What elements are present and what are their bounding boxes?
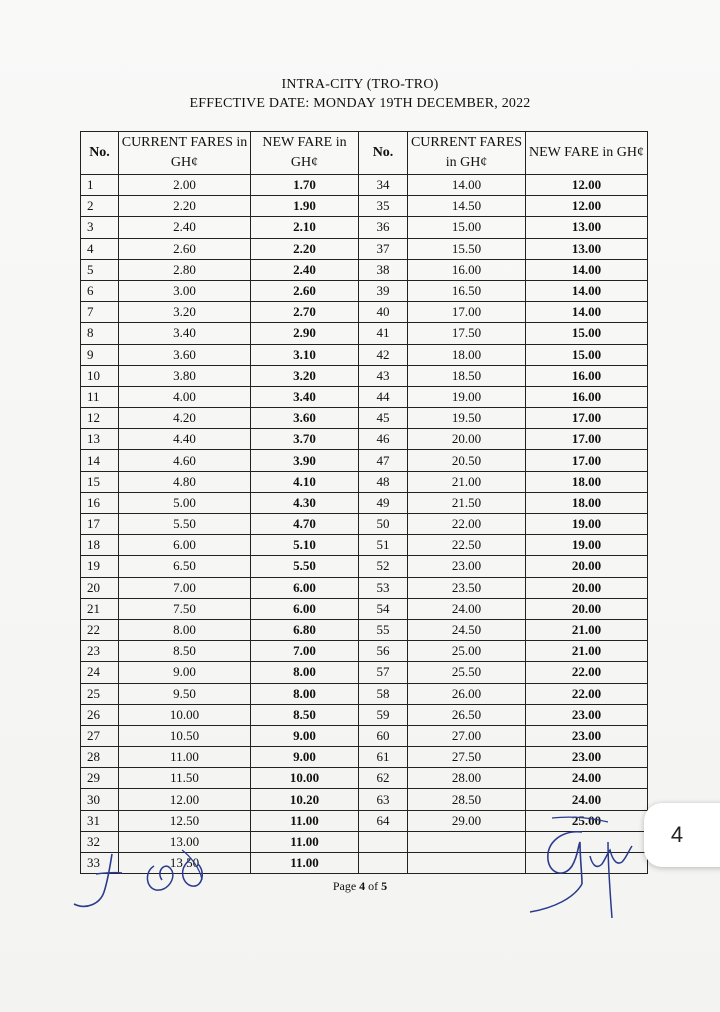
cell-current-fare: 29.00: [408, 810, 526, 831]
cell-new-fare: 17.00: [526, 450, 648, 471]
cell-current-fare: 11.50: [119, 768, 251, 789]
table-row: [81, 259, 648, 280]
cell-current-fare: 15.50: [408, 238, 526, 259]
cell-row-number: 30: [81, 789, 119, 810]
cell-new-fare: 8.00: [251, 683, 359, 704]
cell-row-number: 48: [359, 471, 408, 492]
table-row: [81, 386, 648, 407]
cell-new-fare: 11.00: [251, 853, 359, 874]
cell-current-fare: 16.00: [408, 259, 526, 280]
cell-row-number: 5: [81, 259, 119, 280]
effective-date: EFFECTIVE DATE: MONDAY 19TH DECEMBER, 2022: [189, 96, 531, 111]
cell-new-fare: 2.40: [251, 259, 359, 280]
cell-row-number: 59: [359, 704, 408, 725]
cell-row-number: 7: [81, 302, 119, 323]
cell-new-fare: 22.00: [526, 662, 648, 683]
cell-row-number: 15: [81, 471, 119, 492]
cell-row-number: 16: [81, 492, 119, 513]
table-row: [81, 535, 648, 556]
cell-new-fare: 21.00: [526, 641, 648, 662]
table-row: [81, 238, 648, 259]
cell-row-number: 19: [81, 556, 119, 577]
footer-prefix: Page: [332, 879, 360, 893]
cell-row-number: 62: [359, 768, 408, 789]
cell-row-number: 47: [359, 450, 408, 471]
cell-new-fare: 3.90: [251, 450, 359, 471]
cell-current-fare: 3.00: [119, 280, 251, 301]
cell-new-fare: 16.00: [526, 386, 648, 407]
cell-new-fare: 10.20: [251, 789, 359, 810]
cell-current-fare: 15.00: [408, 217, 526, 238]
table-row: [81, 810, 648, 831]
cell-new-fare: 1.70: [251, 175, 359, 196]
cell-row-number: 11: [81, 386, 119, 407]
cell-current-fare: 7.50: [119, 598, 251, 619]
table-row: [81, 429, 648, 450]
cell-new-fare: 22.00: [526, 683, 648, 704]
table-row: [81, 514, 648, 535]
table-row: [81, 217, 648, 238]
cell-row-number: 28: [81, 747, 119, 768]
cell-current-fare: 2.00: [119, 175, 251, 196]
cell-current-fare: 2.60: [119, 238, 251, 259]
cell-current-fare: 5.00: [119, 492, 251, 513]
cell-row-number: 38: [359, 259, 408, 280]
cell-row-number: 21: [81, 598, 119, 619]
cell-current-fare: 6.00: [119, 535, 251, 556]
cell-row-number: 34: [359, 175, 408, 196]
table-row: [81, 450, 648, 471]
cell-row-number: 35: [359, 196, 408, 217]
table-row: [81, 704, 648, 725]
cell-row-number: 44: [359, 386, 408, 407]
cell-new-fare: 17.00: [526, 408, 648, 429]
cell-new-fare: 6.00: [251, 577, 359, 598]
cell-new-fare: 2.90: [251, 323, 359, 344]
table-row: [81, 598, 648, 619]
cell-current-fare: 4.40: [119, 429, 251, 450]
cell-new-fare: 12.00: [526, 175, 648, 196]
table-row: [81, 556, 648, 577]
table-row: [81, 471, 648, 492]
cell-new-fare: 3.10: [251, 344, 359, 365]
cell-row-number: 52: [359, 556, 408, 577]
table-row: [81, 323, 648, 344]
cell-new-fare: 18.00: [526, 471, 648, 492]
cell-current-fare: 18.00: [408, 344, 526, 365]
cell-row-number: 42: [359, 344, 408, 365]
cell-row-number: 39: [359, 280, 408, 301]
table-row: [81, 619, 648, 640]
cell-row-number: 43: [359, 365, 408, 386]
cell-new-fare: 8.50: [251, 704, 359, 725]
cell-new-fare: 19.00: [526, 514, 648, 535]
column-header-current-fare: CURRENT FARES in GH¢: [119, 132, 251, 175]
cell-new-fare: 3.70: [251, 429, 359, 450]
cell-current-fare: 3.20: [119, 302, 251, 323]
cell-current-fare: 12.00: [119, 789, 251, 810]
cell-row-number: 4: [81, 238, 119, 259]
cell-current-fare: 14.00: [408, 175, 526, 196]
column-header-new-fare: NEW FARE in GH¢: [526, 132, 648, 175]
cell-current-fare: 27.50: [408, 747, 526, 768]
table-row: [81, 492, 648, 513]
table-row: [81, 747, 648, 768]
cell-new-fare: 23.00: [526, 747, 648, 768]
cell-new-fare: 9.00: [251, 747, 359, 768]
cell-current-fare: 28.00: [408, 768, 526, 789]
cell-current-fare: 24.00: [408, 598, 526, 619]
cell-current-fare: 7.00: [119, 577, 251, 598]
cell-current-fare: 20.00: [408, 429, 526, 450]
cell-new-fare: 2.20: [251, 238, 359, 259]
cell-new-fare: 13.00: [526, 238, 648, 259]
cell-row-number: [359, 853, 408, 874]
cell-current-fare: 10.00: [119, 704, 251, 725]
cell-current-fare: 4.00: [119, 386, 251, 407]
table-row: [81, 344, 648, 365]
cell-new-fare: 3.40: [251, 386, 359, 407]
cell-new-fare: 18.00: [526, 492, 648, 513]
cell-row-number: 63: [359, 789, 408, 810]
cell-new-fare: 14.00: [526, 280, 648, 301]
cell-new-fare: 9.00: [251, 725, 359, 746]
cell-current-fare: 25.00: [408, 641, 526, 662]
table-row: [81, 768, 648, 789]
cell-row-number: 17: [81, 514, 119, 535]
cell-new-fare: 5.10: [251, 535, 359, 556]
cell-row-number: 22: [81, 619, 119, 640]
footer-current-page: 4: [359, 879, 366, 893]
cell-current-fare: 3.80: [119, 365, 251, 386]
cell-current-fare: 22.50: [408, 535, 526, 556]
cell-new-fare: 20.00: [526, 577, 648, 598]
cell-new-fare: 5.50: [251, 556, 359, 577]
cell-row-number: 37: [359, 238, 408, 259]
cell-current-fare: 19.50: [408, 408, 526, 429]
cell-current-fare: 4.80: [119, 471, 251, 492]
cell-row-number: 51: [359, 535, 408, 556]
cell-new-fare: 13.00: [526, 217, 648, 238]
cell-new-fare: 15.00: [526, 344, 648, 365]
cell-current-fare: 3.60: [119, 344, 251, 365]
cell-row-number: 20: [81, 577, 119, 598]
cell-current-fare: 13.50: [119, 853, 251, 874]
table-row: [81, 408, 648, 429]
table-row: [81, 175, 648, 196]
cell-current-fare: 14.50: [408, 196, 526, 217]
footer-middle: of: [365, 879, 382, 893]
cell-new-fare: 3.20: [251, 365, 359, 386]
cell-new-fare: 23.00: [526, 725, 648, 746]
cell-row-number: 40: [359, 302, 408, 323]
cell-current-fare: 13.00: [119, 831, 251, 852]
footer-total-pages: 5: [381, 879, 388, 893]
table-row: [81, 196, 648, 217]
cell-row-number: 12: [81, 408, 119, 429]
cell-new-fare: 3.60: [251, 408, 359, 429]
document-title: INTRA-CITY (TRO-TRO): [281, 77, 439, 92]
cell-current-fare: 9.00: [119, 662, 251, 683]
cell-new-fare: [526, 853, 648, 874]
cell-current-fare: 20.50: [408, 450, 526, 471]
cell-new-fare: 14.00: [526, 302, 648, 323]
table-row: [81, 302, 648, 323]
cell-row-number: 14: [81, 450, 119, 471]
page-number-badge: 4: [644, 803, 720, 867]
cell-row-number: 2: [81, 196, 119, 217]
cell-new-fare: 11.00: [251, 831, 359, 852]
cell-current-fare: 11.00: [119, 747, 251, 768]
table-row: [81, 853, 648, 874]
cell-current-fare: 8.50: [119, 641, 251, 662]
cell-row-number: 50: [359, 514, 408, 535]
cell-row-number: 25: [81, 683, 119, 704]
cell-row-number: 54: [359, 598, 408, 619]
cell-row-number: 31: [81, 810, 119, 831]
cell-current-fare: 19.00: [408, 386, 526, 407]
cell-new-fare: 19.00: [526, 535, 648, 556]
cell-new-fare: 6.00: [251, 598, 359, 619]
cell-row-number: 58: [359, 683, 408, 704]
cell-new-fare: 24.00: [526, 789, 648, 810]
cell-new-fare: 2.10: [251, 217, 359, 238]
cell-current-fare: 23.00: [408, 556, 526, 577]
cell-current-fare: 17.00: [408, 302, 526, 323]
cell-row-number: 29: [81, 768, 119, 789]
cell-current-fare: 10.50: [119, 725, 251, 746]
cell-current-fare: 27.00: [408, 725, 526, 746]
cell-row-number: 6: [81, 280, 119, 301]
cell-row-number: 46: [359, 429, 408, 450]
table-row: [81, 280, 648, 301]
cell-new-fare: 20.00: [526, 598, 648, 619]
cell-new-fare: 4.10: [251, 471, 359, 492]
table-row: [81, 641, 648, 662]
column-header-new-fare: NEW FARE in GH¢: [251, 132, 359, 175]
column-header-no: No.: [81, 132, 119, 175]
cell-current-fare: 26.00: [408, 683, 526, 704]
cell-new-fare: 23.00: [526, 704, 648, 725]
cell-new-fare: 4.70: [251, 514, 359, 535]
cell-new-fare: 8.00: [251, 662, 359, 683]
table-row: [81, 725, 648, 746]
cell-row-number: 26: [81, 704, 119, 725]
cell-new-fare: 12.00: [526, 196, 648, 217]
cell-new-fare: 15.00: [526, 323, 648, 344]
cell-new-fare: 10.00: [251, 768, 359, 789]
cell-current-fare: 21.50: [408, 492, 526, 513]
table-row: [81, 662, 648, 683]
fare-table: [80, 131, 648, 874]
cell-row-number: 18: [81, 535, 119, 556]
table-row: [81, 577, 648, 598]
cell-new-fare: [526, 831, 648, 852]
cell-row-number: 55: [359, 619, 408, 640]
cell-new-fare: 6.80: [251, 619, 359, 640]
cell-row-number: 8: [81, 323, 119, 344]
cell-current-fare: 8.00: [119, 619, 251, 640]
cell-row-number: [359, 831, 408, 852]
cell-current-fare: 23.50: [408, 577, 526, 598]
cell-current-fare: [408, 831, 526, 852]
cell-new-fare: 4.30: [251, 492, 359, 513]
cell-new-fare: 16.00: [526, 365, 648, 386]
fare-table-body: [81, 175, 648, 874]
cell-current-fare: 12.50: [119, 810, 251, 831]
cell-row-number: 3: [81, 217, 119, 238]
page-footer: [0, 879, 720, 894]
table-row: [81, 789, 648, 810]
table-row: [81, 365, 648, 386]
column-header-current-fare: CURRENT FARES in GH¢: [408, 132, 526, 175]
cell-current-fare: 9.50: [119, 683, 251, 704]
column-header-no: No.: [359, 132, 408, 175]
cell-row-number: 33: [81, 853, 119, 874]
cell-row-number: 27: [81, 725, 119, 746]
table-header-row: [81, 132, 648, 175]
cell-row-number: 57: [359, 662, 408, 683]
cell-new-fare: 21.00: [526, 619, 648, 640]
cell-current-fare: 28.50: [408, 789, 526, 810]
cell-row-number: 32: [81, 831, 119, 852]
cell-row-number: 23: [81, 641, 119, 662]
cell-new-fare: 2.70: [251, 302, 359, 323]
cell-row-number: 60: [359, 725, 408, 746]
cell-new-fare: 20.00: [526, 556, 648, 577]
cell-row-number: 1: [81, 175, 119, 196]
cell-current-fare: [408, 853, 526, 874]
cell-row-number: 45: [359, 408, 408, 429]
table-row: [81, 831, 648, 852]
table-row: [81, 683, 648, 704]
cell-row-number: 49: [359, 492, 408, 513]
cell-row-number: 53: [359, 577, 408, 598]
cell-new-fare: 11.00: [251, 810, 359, 831]
cell-current-fare: 4.60: [119, 450, 251, 471]
cell-new-fare: 1.90: [251, 196, 359, 217]
cell-row-number: 61: [359, 747, 408, 768]
cell-row-number: 9: [81, 344, 119, 365]
cell-current-fare: 2.80: [119, 259, 251, 280]
cell-current-fare: 26.50: [408, 704, 526, 725]
cell-current-fare: 25.50: [408, 662, 526, 683]
cell-current-fare: 18.50: [408, 365, 526, 386]
cell-new-fare: 25.00: [526, 810, 648, 831]
cell-current-fare: 24.50: [408, 619, 526, 640]
cell-row-number: 56: [359, 641, 408, 662]
cell-current-fare: 3.40: [119, 323, 251, 344]
cell-current-fare: 2.20: [119, 196, 251, 217]
cell-current-fare: 22.00: [408, 514, 526, 535]
cell-row-number: 36: [359, 217, 408, 238]
cell-current-fare: 5.50: [119, 514, 251, 535]
cell-current-fare: 4.20: [119, 408, 251, 429]
cell-row-number: 13: [81, 429, 119, 450]
cell-current-fare: 6.50: [119, 556, 251, 577]
cell-new-fare: 2.60: [251, 280, 359, 301]
cell-current-fare: 16.50: [408, 280, 526, 301]
cell-new-fare: 17.00: [526, 429, 648, 450]
cell-current-fare: 17.50: [408, 323, 526, 344]
cell-current-fare: 2.40: [119, 217, 251, 238]
cell-row-number: 10: [81, 365, 119, 386]
cell-row-number: 41: [359, 323, 408, 344]
cell-new-fare: 7.00: [251, 641, 359, 662]
cell-row-number: 24: [81, 662, 119, 683]
cell-new-fare: 14.00: [526, 259, 648, 280]
cell-current-fare: 21.00: [408, 471, 526, 492]
cell-new-fare: 24.00: [526, 768, 648, 789]
cell-row-number: 64: [359, 810, 408, 831]
